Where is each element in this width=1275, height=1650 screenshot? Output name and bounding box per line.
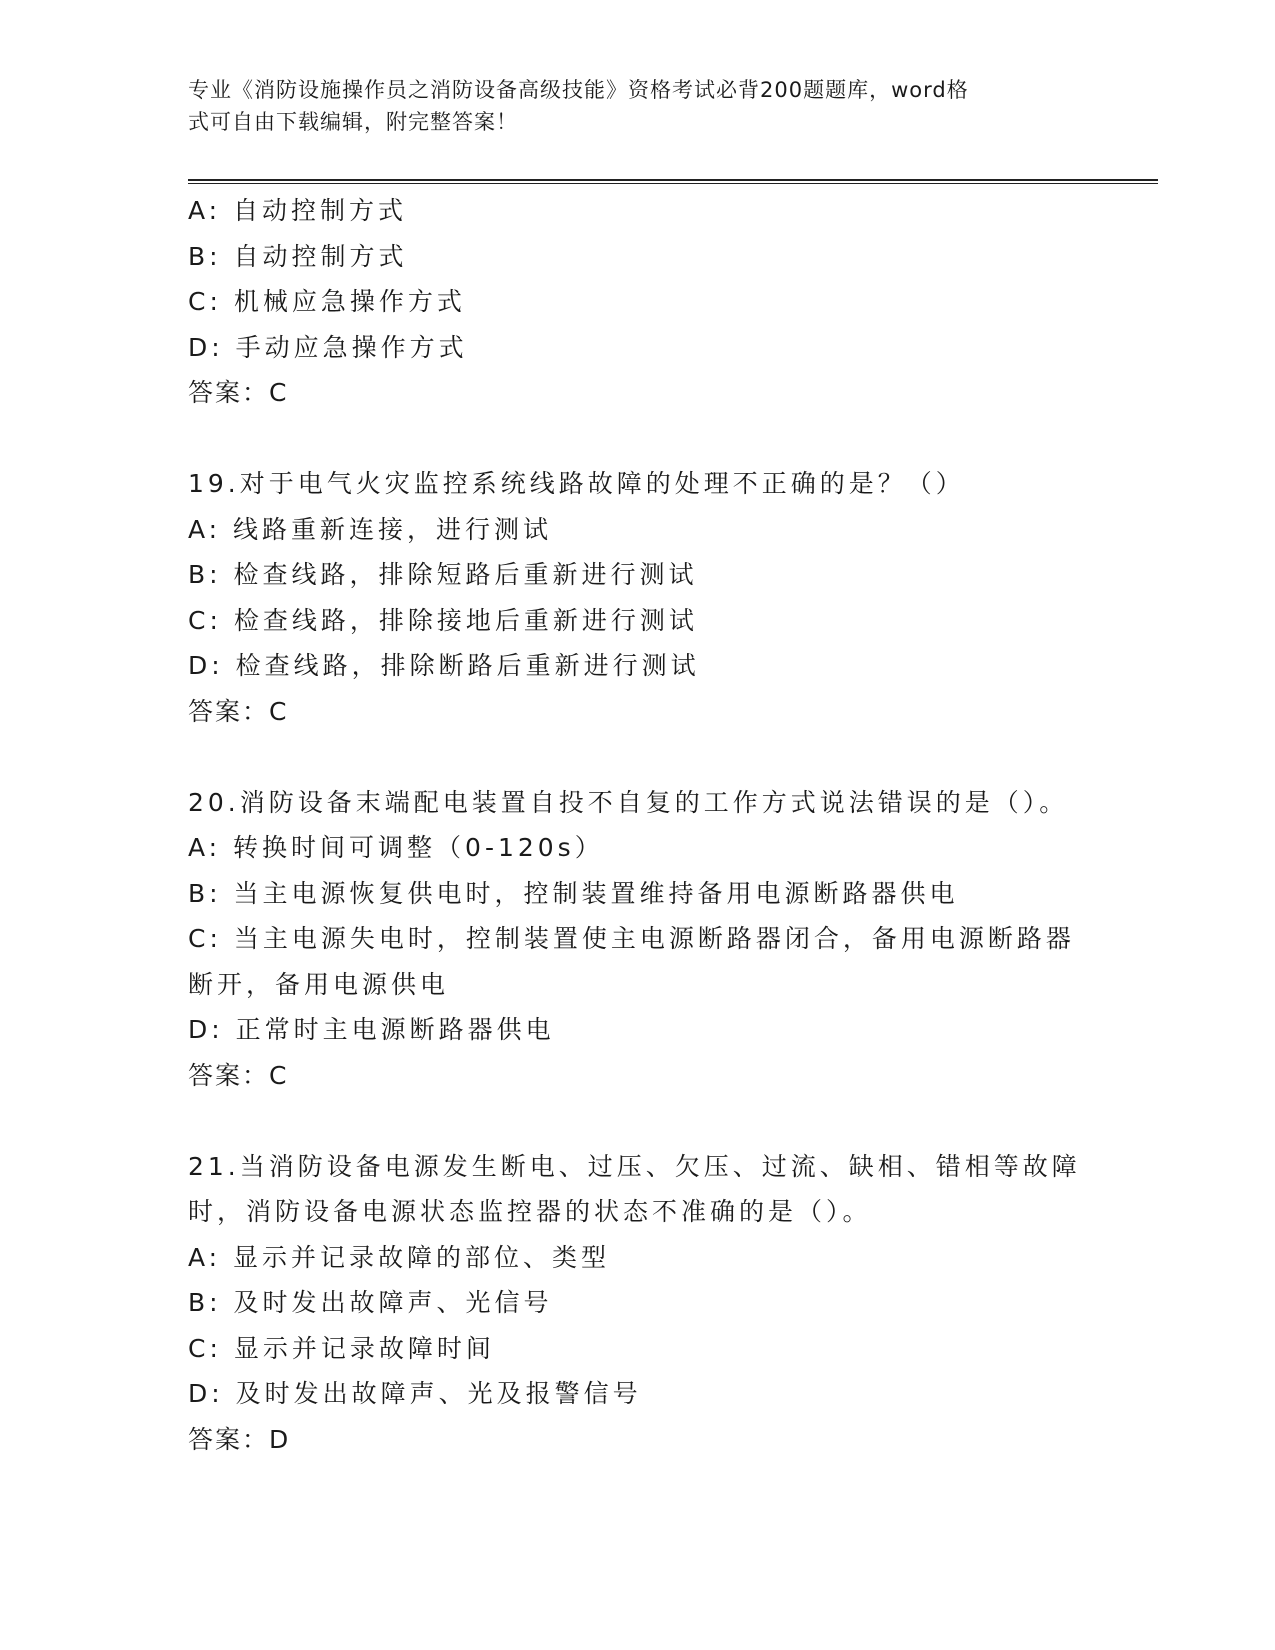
question-text: 20.消防设备末端配电装置自投不自复的工作方式说法错误的是（）。 — [188, 787, 1069, 817]
question-20-block — [188, 780, 1088, 1099]
option-b: B: 及时发出故障声、光信号 — [188, 1288, 553, 1317]
question-text-line-1: 21.当消防设备电源发生断电、过压、欠压、过流、缺相、错相等故障 — [188, 1151, 1081, 1181]
question-21-block — [188, 1144, 1088, 1463]
spacer — [188, 416, 1088, 462]
option-d: D: 正常时主电源断路器供电 — [188, 1015, 555, 1044]
question-18-block — [188, 188, 1088, 416]
option-d: D: 手动应急操作方式 — [188, 332, 468, 362]
spacer — [188, 734, 1088, 780]
option-b: B: 当主电源恢复供电时，控制装置维持备用电源断路器供电 — [188, 878, 959, 908]
question-text: 19.对于电气火灾监控系统线路故障的处理不正确的是？（） — [188, 469, 965, 498]
header-line-1: 专业《消防设施操作员之消防设备高级技能》资格考试必背200题题库，word格 — [188, 78, 969, 102]
option-c: C: 当主电源失电时，控制装置使主电源断路器闭合，备用电源断路器 — [188, 924, 1075, 953]
option-a: A: 自动控制方式 — [188, 196, 408, 225]
header-line-2: 式可自由下载编辑，附完整答案！ — [188, 110, 518, 134]
option-c: C: 机械应急操作方式 — [188, 287, 466, 316]
spacer — [188, 1098, 1088, 1144]
option-c-continued: 断开，备用电源供电 — [188, 969, 450, 999]
option-a: A: 转换时间可调整（0-120s） — [188, 833, 604, 862]
answer: 答案：C — [188, 1060, 289, 1090]
option-d: D: 检查线路，排除断路后重新进行测试 — [188, 651, 700, 680]
option-c: C: 显示并记录故障时间 — [188, 1333, 495, 1363]
option-a: A: 显示并记录故障的部位、类型 — [188, 1242, 611, 1272]
document-header — [188, 74, 1088, 138]
answer: 答案：C — [188, 696, 289, 726]
header-rule-thick — [188, 179, 1158, 181]
option-a: A: 线路重新连接，进行测试 — [188, 514, 553, 544]
option-d: D: 及时发出故障声、光及报警信号 — [188, 1379, 642, 1408]
question-content — [188, 188, 1088, 1462]
answer: 答案：C — [188, 378, 289, 407]
option-c: C: 检查线路，排除接地后重新进行测试 — [188, 605, 698, 635]
option-b: B: 自动控制方式 — [188, 241, 408, 271]
header-rule-thin — [188, 183, 1158, 184]
option-b: B: 检查线路，排除短路后重新进行测试 — [188, 560, 698, 589]
answer: 答案：D — [188, 1424, 291, 1454]
question-19-block — [188, 461, 1088, 734]
question-text-line-2: 时，消防设备电源状态监控器的状态不准确的是（）。 — [188, 1197, 872, 1226]
